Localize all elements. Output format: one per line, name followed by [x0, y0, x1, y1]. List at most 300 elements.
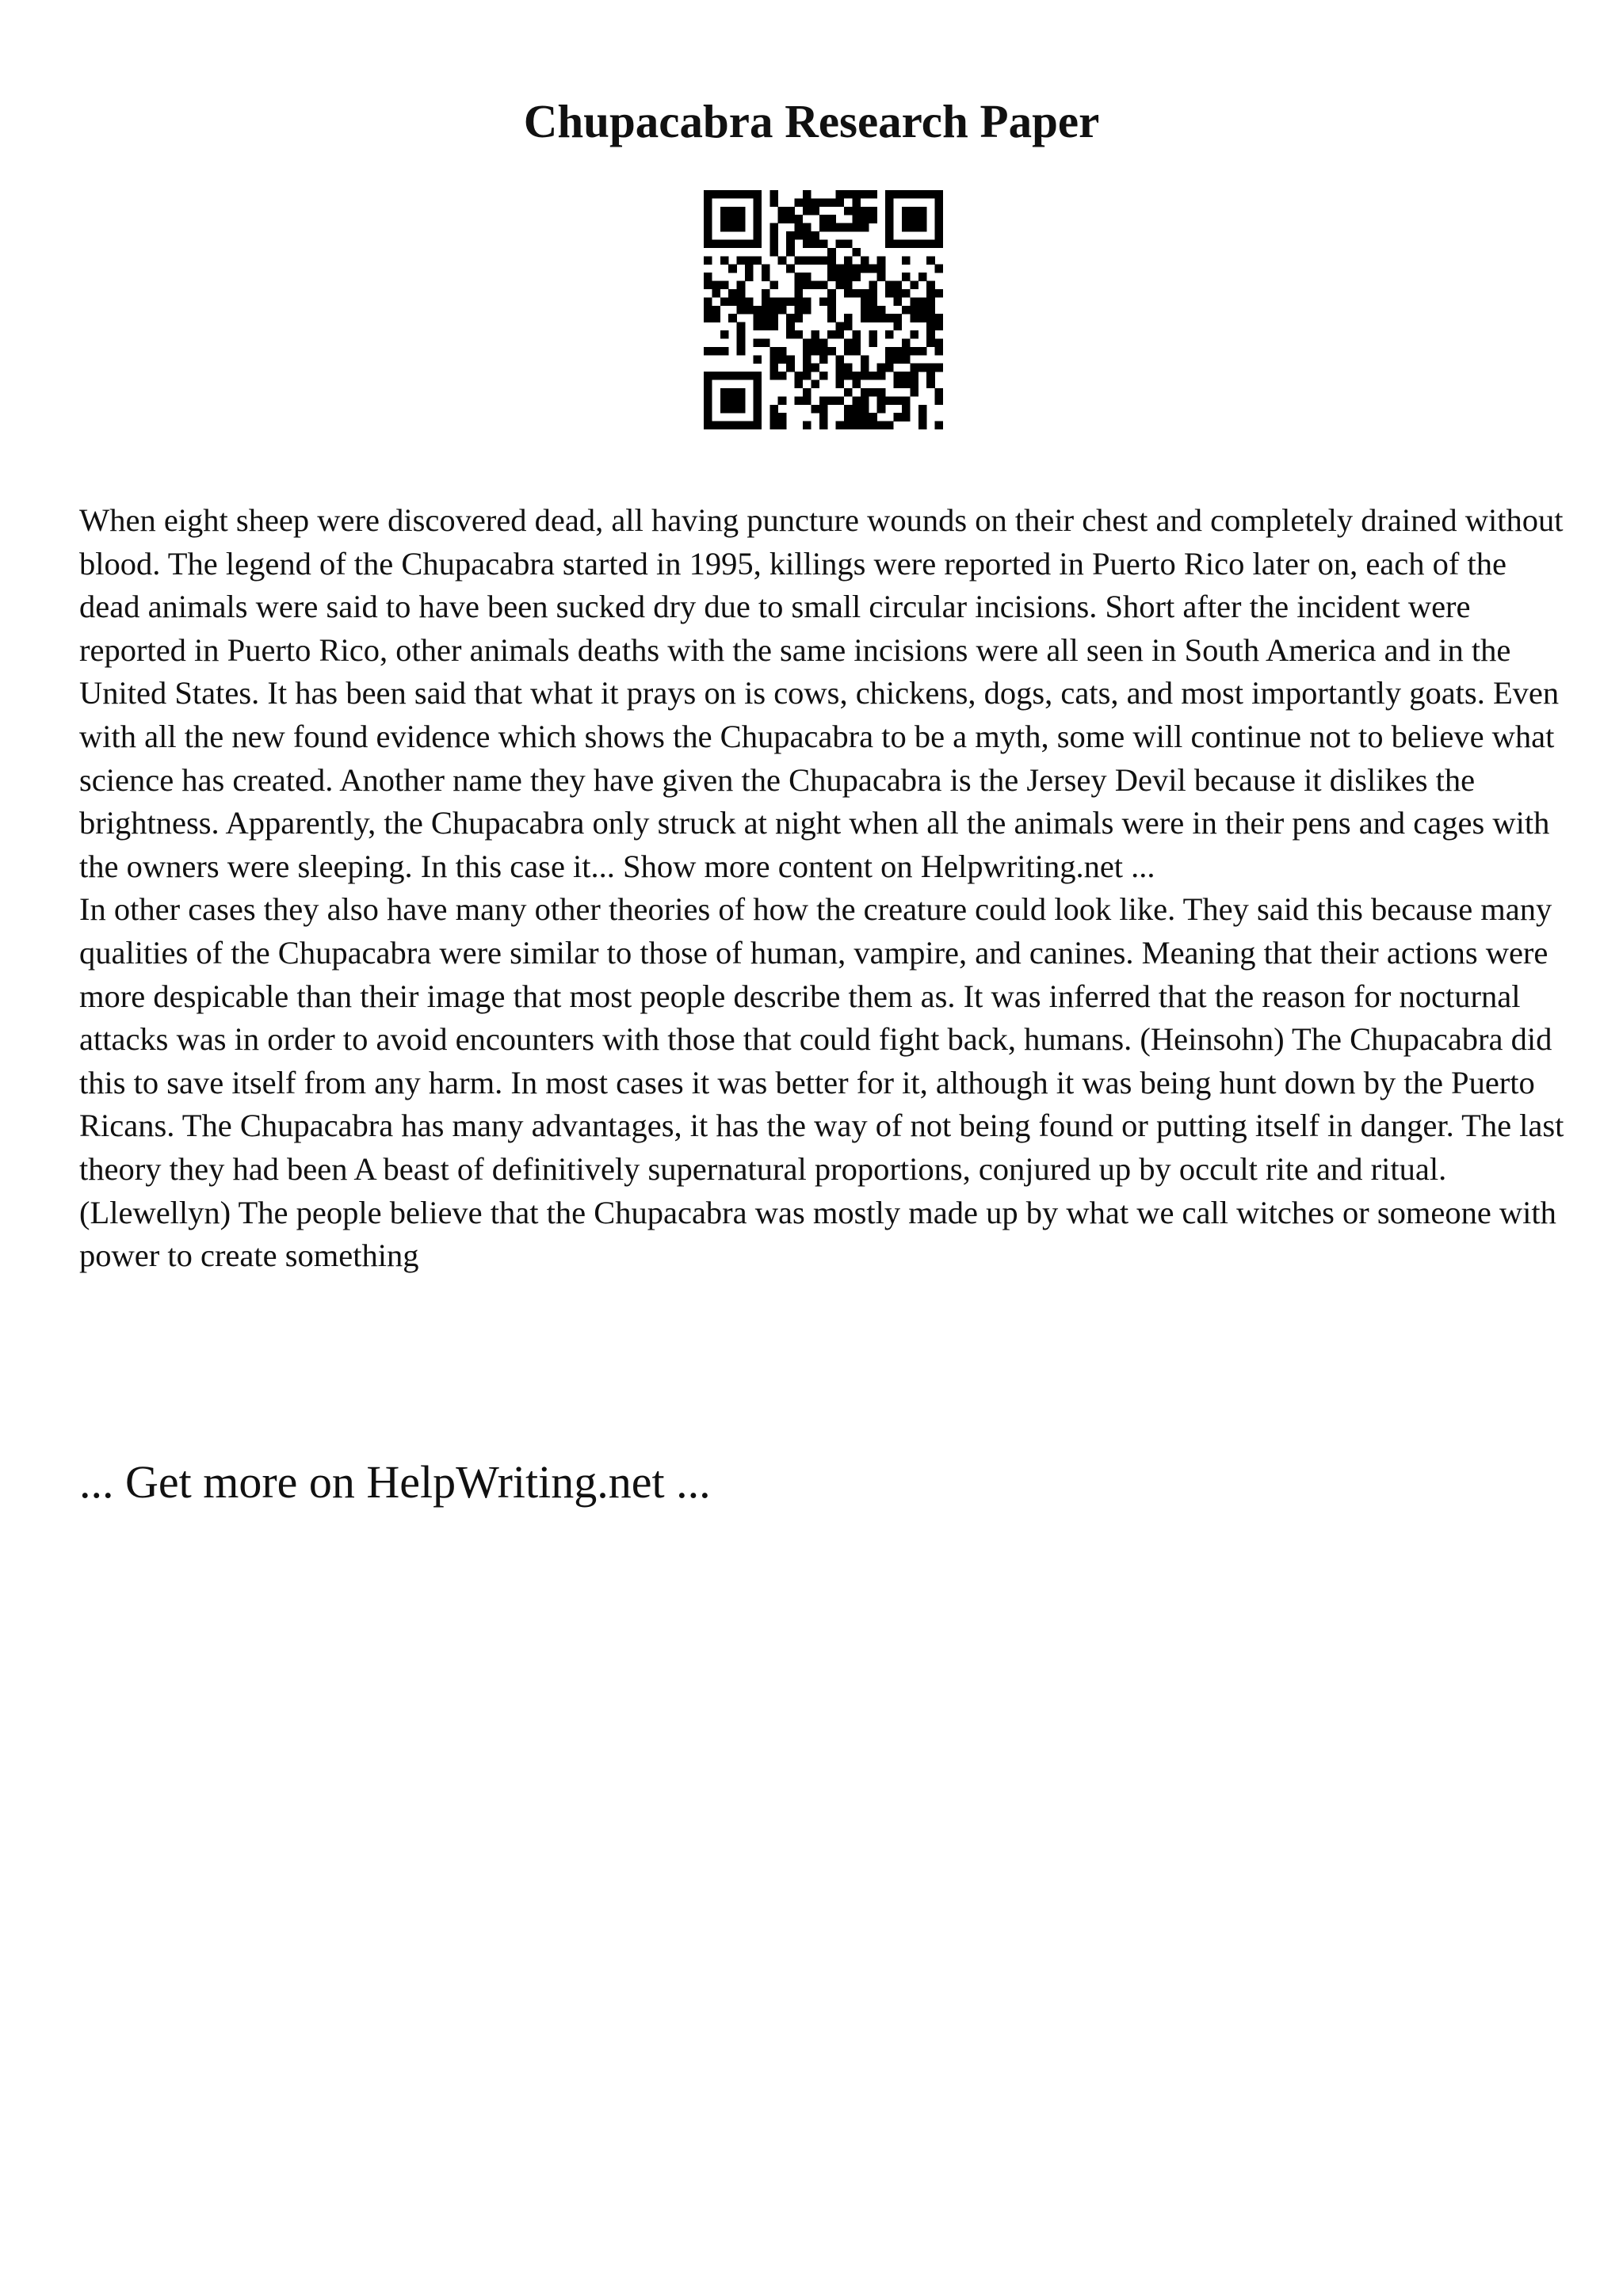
qr-module: [795, 396, 804, 405]
qr-module: [902, 347, 911, 356]
qr-module: [885, 364, 894, 372]
qr-module: [712, 281, 720, 290]
qr-module: [844, 223, 853, 232]
qr-module: [737, 338, 746, 347]
qr-module: [861, 223, 869, 232]
qr-module: [769, 347, 778, 356]
qr-module: [720, 405, 729, 414]
qr-module: [827, 297, 836, 306]
qr-module: [786, 248, 795, 257]
qr-module: [935, 322, 943, 331]
qr-module: [926, 322, 935, 331]
qr-module: [894, 239, 903, 248]
qr-module: [795, 330, 804, 339]
qr-module: [704, 281, 712, 290]
qr-module: [762, 306, 770, 315]
qr-module: [885, 231, 894, 240]
qr-module: [778, 396, 787, 405]
qr-module: [926, 297, 935, 306]
qr-module: [861, 413, 869, 421]
qr-module: [827, 248, 836, 257]
paragraph-1: When eight sheep were discovered dead, all having puncture wounds on their chest and completely drained without blood. The legend of the Chupacabra started in 1995, killings were reported in Puerto Rico later on, each of the dead animals were said to have been sucked dry due to small circular incisions. Short after the incident were reported in Puerto Rico, other animals deaths with the same incisions were all seen in South America and in the United States. It has been said that what it prays on is cows, chickens, dogs, cats, and most importantly goats. Even with all the new found evidence which shows the Chupacabra to be a myth, some will continue not to believe what science has created. Another name they have given the Chupacabra is the Jersey Devil because it dislikes the brightness. Apparently, the Chupacabra only struck at night when all the animals were in their pens and cages with the owners were sleeping. In this case it... Show more content on Helpwriting.net ...: [79, 502, 1564, 884]
qr-module: [712, 239, 720, 248]
qr-module: [778, 413, 787, 421]
qr-module: [894, 413, 903, 421]
qr-module: [803, 372, 812, 380]
qr-module: [753, 405, 762, 414]
qr-module: [819, 297, 828, 306]
qr-module: [704, 388, 712, 397]
qr-module: [836, 273, 845, 281]
qr-module: [935, 289, 943, 298]
qr-module: [910, 223, 918, 232]
qr-module: [918, 314, 927, 322]
qr-module: [918, 207, 927, 215]
qr-module: [753, 207, 762, 215]
qr-module: [902, 190, 911, 199]
qr-code-graphic: [704, 190, 943, 429]
qr-module: [720, 281, 729, 290]
qr-module: [926, 190, 935, 199]
qr-module: [778, 207, 787, 215]
qr-module: [745, 256, 754, 265]
qr-module: [869, 207, 877, 215]
qr-module: [827, 314, 836, 322]
qr-module: [819, 215, 828, 223]
qr-module: [926, 330, 935, 339]
qr-module: [869, 421, 877, 429]
qr-module: [877, 265, 886, 273]
qr-module: [728, 388, 737, 397]
qr-module: [803, 364, 812, 372]
qr-module: [803, 273, 812, 281]
qr-module: [836, 190, 845, 199]
qr-module: [910, 215, 918, 223]
qr-module: [861, 265, 869, 273]
qr-module: [728, 190, 737, 199]
qr-module: [704, 380, 712, 389]
qr-module: [803, 306, 812, 315]
qr-module: [811, 330, 819, 339]
qr-module: [737, 388, 746, 397]
qr-module: [861, 297, 869, 306]
qr-module: [902, 355, 911, 364]
qr-module: [827, 306, 836, 315]
qr-module: [852, 248, 861, 257]
qr-module: [926, 380, 935, 389]
qr-module: [902, 207, 911, 215]
qr-module: [769, 281, 778, 290]
qr-module: [926, 239, 935, 248]
qr-module: [769, 364, 778, 372]
qr-module: [885, 223, 894, 232]
qr-module: [728, 215, 737, 223]
qr-module: [910, 207, 918, 215]
qr-module: [811, 231, 819, 240]
qr-module: [910, 364, 918, 372]
qr-module: [795, 281, 804, 290]
qr-module: [753, 338, 762, 347]
qr-module: [918, 223, 927, 232]
qr-module: [926, 372, 935, 380]
qr-module: [902, 256, 911, 265]
qr-module: [769, 421, 778, 429]
qr-module: [852, 347, 861, 356]
qr-module: [827, 347, 836, 356]
qr-module: [827, 396, 836, 405]
qr-module: [827, 198, 836, 207]
qr-module: [704, 256, 712, 265]
qr-module: [935, 231, 943, 240]
qr-module: [918, 215, 927, 223]
qr-module: [769, 413, 778, 421]
qr-module: [728, 396, 737, 405]
qr-module: [844, 364, 853, 372]
qr-module: [861, 388, 869, 397]
qr-module: [753, 306, 762, 315]
qr-module: [811, 207, 819, 215]
qr-module: [769, 198, 778, 207]
qr-module: [885, 314, 894, 322]
qr-module: [836, 380, 845, 389]
qr-module: [704, 239, 712, 248]
qr-module: [894, 380, 903, 389]
qr-module: [885, 198, 894, 207]
qr-module: [861, 355, 869, 364]
qr-module: [803, 190, 812, 199]
qr-module: [902, 372, 911, 380]
qr-module: [819, 372, 828, 380]
qr-module: [762, 297, 770, 306]
qr-module: [704, 396, 712, 405]
qr-module: [720, 421, 729, 429]
qr-module: [910, 297, 918, 306]
qr-module: [811, 380, 819, 389]
qr-module: [894, 372, 903, 380]
qr-module: [885, 355, 894, 364]
qr-module: [836, 198, 845, 207]
qr-module: [795, 380, 804, 389]
qr-module: [926, 256, 935, 265]
qr-module: [803, 281, 812, 290]
qr-module: [894, 355, 903, 364]
qr-module: [819, 347, 828, 356]
qr-module: [720, 207, 729, 215]
qr-module: [885, 239, 894, 248]
qr-module: [786, 355, 795, 364]
qr-module: [935, 396, 943, 405]
qr-module: [803, 198, 812, 207]
qr-module: [910, 314, 918, 322]
qr-module: [819, 281, 828, 290]
qr-module: [769, 297, 778, 306]
qr-module: [762, 265, 770, 273]
qr-module: [844, 421, 853, 429]
qr-module: [712, 306, 720, 315]
qr-module: [704, 231, 712, 240]
qr-module: [861, 314, 869, 322]
qr-code-icon: [704, 190, 943, 429]
qr-module: [795, 223, 804, 232]
qr-module: [910, 190, 918, 199]
qr-module: [844, 256, 853, 265]
qr-module: [885, 289, 894, 298]
qr-module: [926, 338, 935, 347]
qr-module: [836, 330, 845, 339]
qr-module: [844, 405, 853, 414]
qr-module: [737, 297, 746, 306]
qr-module: [885, 396, 894, 405]
qr-module: [852, 405, 861, 414]
qr-module: [737, 396, 746, 405]
qr-module: [918, 421, 927, 429]
qr-module: [769, 322, 778, 331]
qr-module: [844, 388, 853, 397]
qr-module: [753, 190, 762, 199]
qr-module: [869, 413, 877, 421]
qr-module: [885, 347, 894, 356]
qr-module: [811, 347, 819, 356]
qr-module: [704, 223, 712, 232]
qr-module: [935, 388, 943, 397]
qr-module: [762, 289, 770, 298]
qr-module: [795, 372, 804, 380]
qr-module: [778, 297, 787, 306]
qr-module: [704, 372, 712, 380]
qr-module: [778, 306, 787, 315]
qr-module: [728, 314, 737, 322]
qr-module: [836, 239, 845, 248]
qr-module: [935, 364, 943, 372]
qr-module: [918, 413, 927, 421]
qr-module: [877, 306, 886, 315]
qr-module: [795, 297, 804, 306]
qr-module: [894, 289, 903, 298]
qr-module: [803, 297, 812, 306]
qr-module: [795, 314, 804, 322]
qr-module: [720, 388, 729, 397]
qr-module: [803, 256, 812, 265]
qr-module: [737, 223, 746, 232]
qr-module: [877, 364, 886, 372]
qr-module: [877, 396, 886, 405]
qr-module: [786, 330, 795, 339]
qr-module: [935, 314, 943, 322]
qr-module: [935, 338, 943, 347]
qr-module: [795, 256, 804, 265]
qr-module: [745, 306, 754, 315]
qr-module: [877, 372, 886, 380]
qr-module: [877, 388, 886, 397]
qr-module: [769, 239, 778, 248]
qr-module: [753, 413, 762, 421]
qr-module: [769, 190, 778, 199]
qr-module: [819, 405, 828, 414]
qr-module: [720, 223, 729, 232]
qr-module: [861, 396, 869, 405]
qr-module: [778, 347, 787, 356]
qr-module: [918, 347, 927, 356]
qr-module: [753, 380, 762, 389]
qr-module: [803, 421, 812, 429]
qr-module: [918, 239, 927, 248]
qr-module: [811, 256, 819, 265]
get-more-link[interactable]: ... Get more on HelpWriting.net ...: [79, 1456, 711, 1508]
qr-module: [844, 372, 853, 380]
qr-module: [720, 396, 729, 405]
qr-module: [869, 281, 877, 290]
qr-module: [861, 256, 869, 265]
qr-module: [811, 405, 819, 414]
qr-module: [769, 372, 778, 380]
qr-module: [918, 297, 927, 306]
qr-module: [844, 322, 853, 331]
qr-module: [910, 372, 918, 380]
qr-module: [836, 223, 845, 232]
qr-module: [902, 223, 911, 232]
qr-module: [852, 223, 861, 232]
qr-module: [827, 289, 836, 298]
qr-module: [885, 281, 894, 290]
qr-module: [737, 405, 746, 414]
paragraph-2: In other cases they also have many other theories of how the creature could look like. They said this because many qualities of the Chupacabra were similar to those of human, vampire, and canines. Meaning that their actions were more despicable than their image that most people describe them as. It was inferred that the reason for nocturnal attacks was in order to avoid encounters with those that could fight back, humans. (Heinsohn) The Chupacabra did this to save itself from any harm. In most cases it was better for it, although it was being hunt down by the Puerto Ricans. The Chupacabra has many advantages, it has the way of not being found or putting itself in danger. The last theory they had been A beast of definitively supernatural proportions, conjured up by occult rite and ritual. (Llewellyn) The people believe that the Chupacabra was mostly made up by what we call witches or someone with power to create something: [79, 891, 1564, 1274]
qr-module: [918, 190, 927, 199]
qr-module: [737, 289, 746, 298]
qr-module: [844, 239, 853, 248]
qr-module: [753, 421, 762, 429]
qr-module: [819, 239, 828, 248]
qr-module: [819, 338, 828, 347]
qr-module: [778, 256, 787, 265]
qr-module: [819, 355, 828, 364]
qr-module: [704, 421, 712, 429]
qr-module: [861, 405, 869, 414]
qr-module: [803, 207, 812, 215]
qr-module: [737, 256, 746, 265]
qr-module: [704, 215, 712, 223]
qr-module: [819, 396, 828, 405]
qr-module: [786, 364, 795, 372]
qr-module: [762, 273, 770, 281]
qr-module: [836, 372, 845, 380]
qr-module: [869, 314, 877, 322]
qr-module: [844, 289, 853, 298]
qr-module: [861, 364, 869, 372]
qr-module: [902, 413, 911, 421]
qr-module: [902, 239, 911, 248]
qr-module: [737, 322, 746, 331]
qr-module: [869, 306, 877, 315]
qr-module: [786, 207, 795, 215]
qr-module: [926, 314, 935, 322]
qr-module: [811, 198, 819, 207]
qr-module: [737, 207, 746, 215]
qr-module: [778, 215, 787, 223]
qr-module: [869, 215, 877, 223]
qr-module: [720, 190, 729, 199]
qr-module: [877, 421, 886, 429]
qr-module: [926, 289, 935, 298]
qr-module: [753, 223, 762, 232]
qr-module: [861, 215, 869, 223]
qr-module: [935, 421, 943, 429]
qr-module: [786, 215, 795, 223]
qr-module: [926, 281, 935, 290]
qr-module: [836, 396, 845, 405]
qr-module: [720, 297, 729, 306]
qr-module: [728, 265, 737, 273]
qr-module: [852, 198, 861, 207]
qr-module: [753, 355, 762, 364]
qr-module: [852, 190, 861, 199]
qr-module: [844, 347, 853, 356]
qr-module: [720, 215, 729, 223]
qr-module: [819, 421, 828, 429]
qr-module: [737, 190, 746, 199]
qr-module: [769, 306, 778, 315]
qr-module: [902, 215, 911, 223]
qr-module: [852, 396, 861, 405]
qr-module: [861, 306, 869, 315]
qr-module: [737, 421, 746, 429]
qr-module: [712, 372, 720, 380]
qr-module: [885, 330, 894, 339]
qr-module: [745, 273, 754, 281]
qr-module: [894, 297, 903, 306]
qr-module: [877, 405, 886, 414]
qr-module: [852, 413, 861, 421]
qr-module: [910, 380, 918, 389]
qr-module: [737, 330, 746, 339]
qr-module: [861, 372, 869, 380]
qr-module: [811, 239, 819, 248]
qr-module: [918, 273, 927, 281]
qr-module: [720, 256, 729, 265]
qr-module: [795, 306, 804, 315]
qr-module: [910, 330, 918, 339]
qr-module: [935, 198, 943, 207]
qr-module: [753, 322, 762, 331]
qr-module: [869, 190, 877, 199]
qr-module: [786, 265, 795, 273]
qr-module: [704, 405, 712, 414]
qr-module: [902, 306, 911, 315]
qr-module: [836, 364, 845, 372]
qr-module: [852, 338, 861, 347]
qr-module: [836, 322, 845, 331]
qr-module: [753, 314, 762, 322]
qr-module: [852, 421, 861, 429]
qr-module: [712, 421, 720, 429]
qr-module: [844, 281, 853, 290]
qr-module: [769, 231, 778, 240]
qr-module: [902, 405, 911, 414]
body-text: [79, 499, 1569, 1278]
qr-module: [720, 239, 729, 248]
qr-module: [852, 380, 861, 389]
qr-module: [935, 190, 943, 199]
qr-module: [877, 314, 886, 322]
qr-module: [926, 306, 935, 315]
qr-module: [877, 273, 886, 281]
qr-module: [861, 421, 869, 429]
qr-module: [894, 281, 903, 290]
qr-module: [728, 239, 737, 248]
qr-module: [704, 190, 712, 199]
qr-module: [869, 388, 877, 397]
qr-module: [786, 297, 795, 306]
qr-module: [869, 372, 877, 380]
